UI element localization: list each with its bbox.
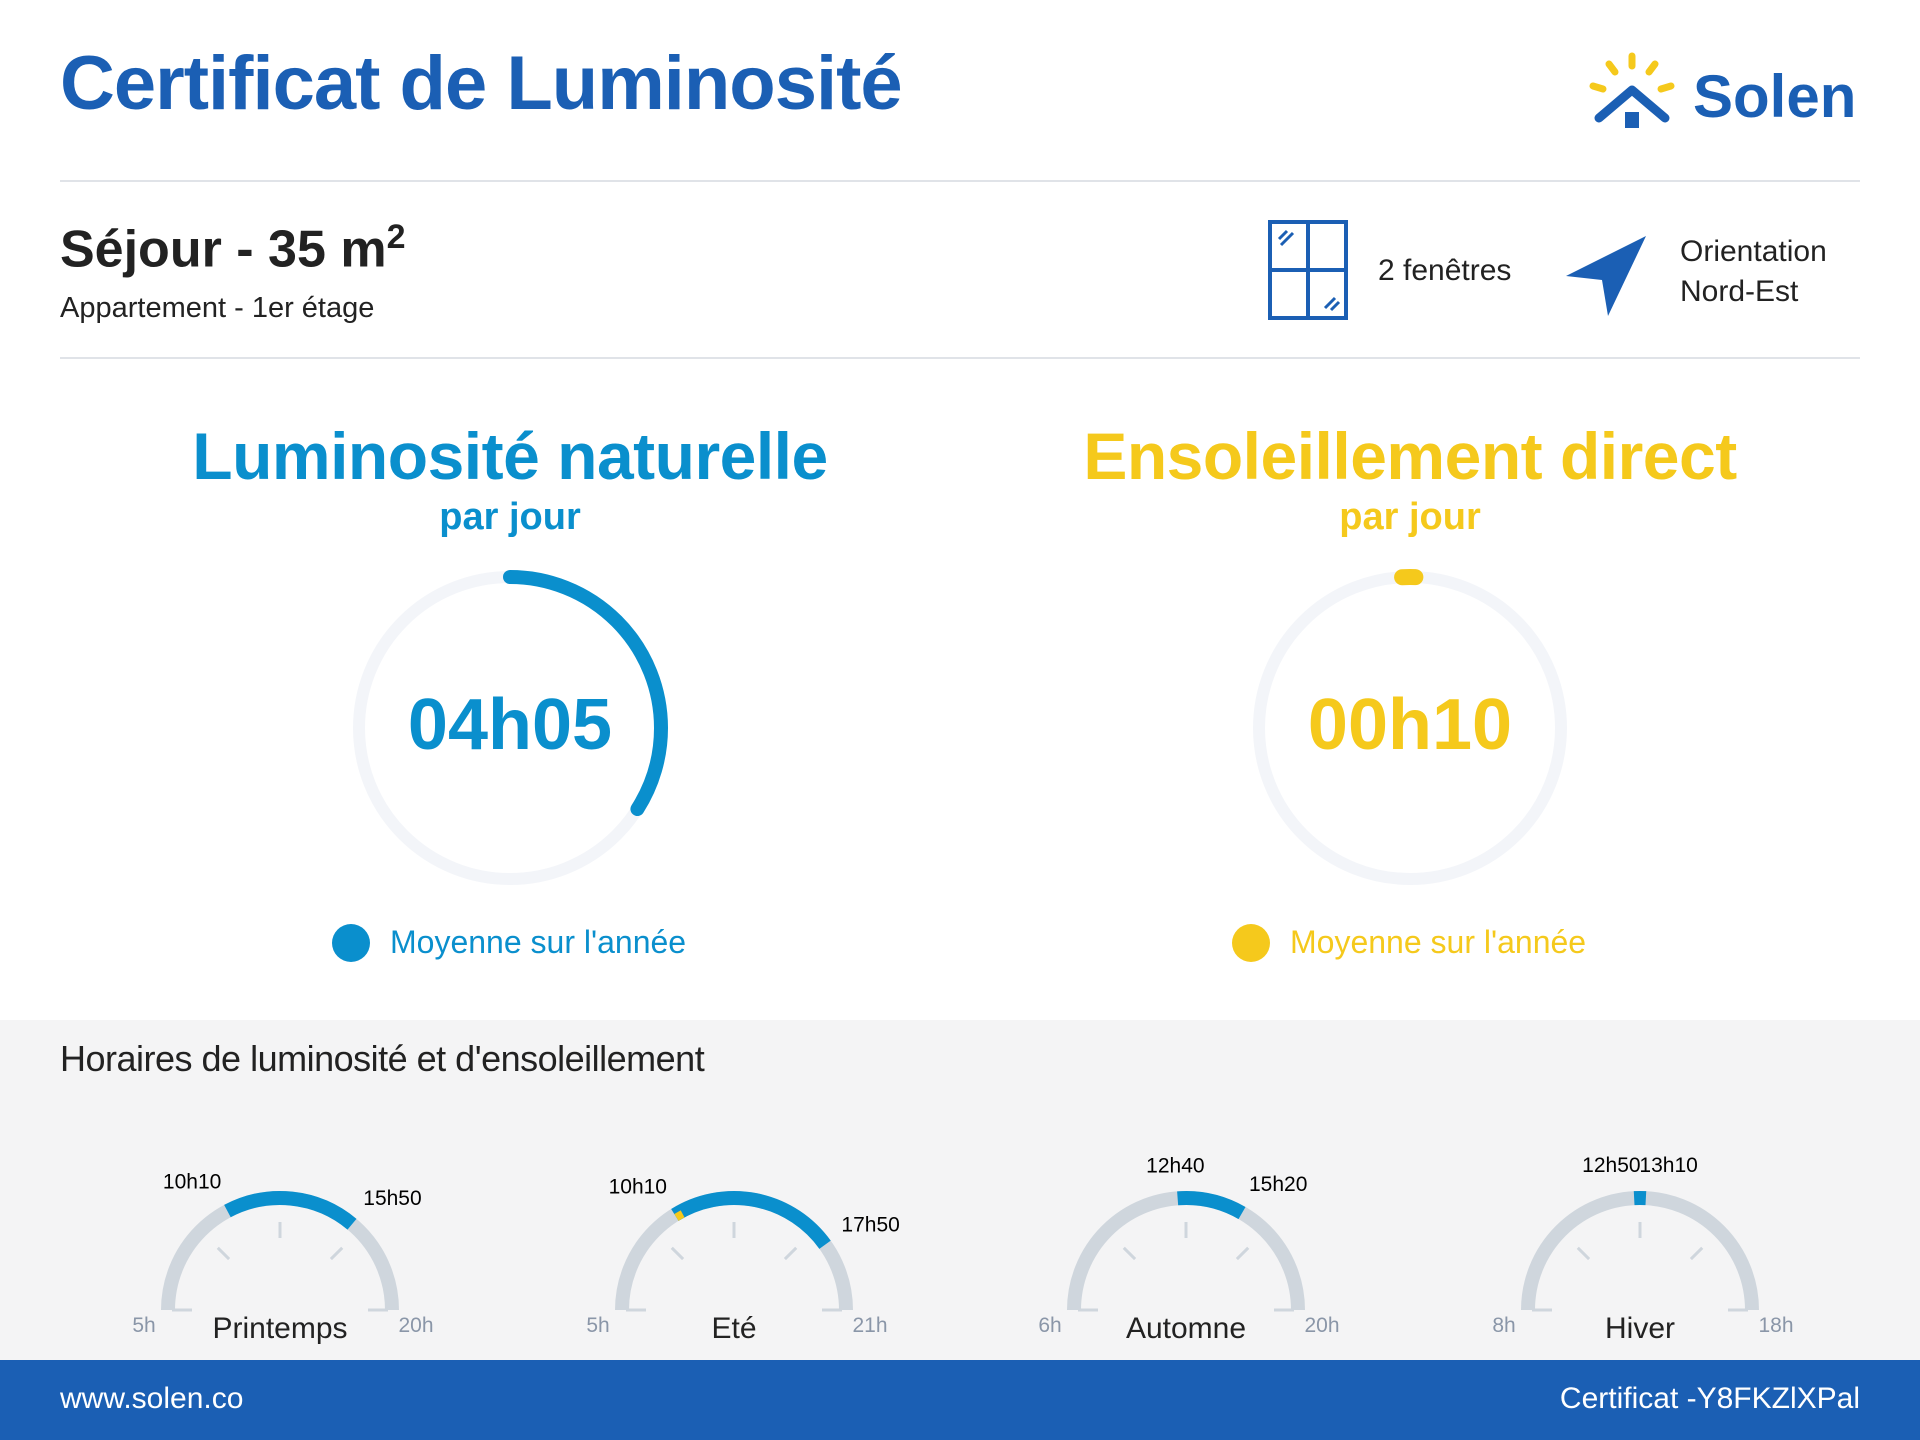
- light-start-label: 10h10: [162, 1170, 222, 1194]
- season-gauge-hiver: [1470, 1120, 1810, 1350]
- min-hour-label: 5h: [586, 1314, 610, 1337]
- gauge-tick: [1237, 1248, 1248, 1259]
- gauge-tick: [1691, 1248, 1702, 1259]
- divider: [60, 180, 1860, 182]
- direct-sun-legend: Moyenne sur l'année: [1290, 924, 1587, 960]
- direct-sun-subtitle: par jour: [1339, 496, 1481, 538]
- min-hour-label: 6h: [1038, 1314, 1062, 1337]
- orientation: [1680, 232, 1827, 312]
- light-start-label: 12h50: [1582, 1154, 1641, 1178]
- gauge-tick: [785, 1248, 796, 1259]
- orientation-value: Nord-Est: [1680, 275, 1799, 308]
- room-title: [60, 218, 405, 279]
- website-link[interactable]: www.solen.co: [60, 1382, 244, 1415]
- season-name: Hiver: [1604, 1312, 1676, 1345]
- room-subtitle: Appartement - 1er étage: [60, 292, 375, 324]
- gauge-tick: [218, 1248, 229, 1259]
- light-arc: [675, 1198, 825, 1245]
- light-arc: [1178, 1198, 1242, 1213]
- gauge-tick: [672, 1248, 683, 1259]
- light-arc: [227, 1198, 352, 1224]
- gauge-tick: [331, 1248, 342, 1259]
- light-end-label: 15h50: [363, 1187, 422, 1211]
- natural-light-title: Luminosité naturelle: [192, 419, 828, 493]
- season-name: Automne: [1125, 1312, 1247, 1345]
- gauge-track: [168, 1198, 392, 1310]
- area-exponent: 2: [386, 218, 406, 256]
- light-start-label: 12h40: [1146, 1154, 1205, 1178]
- max-hour-label: 21h: [852, 1314, 888, 1337]
- max-hour-label: 18h: [1758, 1314, 1794, 1337]
- light-end-label: 13h10: [1639, 1154, 1698, 1178]
- natural-light-subtitle: par jour: [439, 496, 581, 538]
- window-icon: [1267, 219, 1349, 321]
- navigation-arrow-icon: [1562, 232, 1652, 318]
- divider: [60, 357, 1860, 359]
- gauge-track: [1074, 1198, 1298, 1310]
- gauge-tick: [1578, 1248, 1589, 1259]
- legend-dot: [1232, 924, 1270, 962]
- natural-light-legend: Moyenne sur l'année: [390, 924, 687, 960]
- room-name: Séjour - 35 m: [60, 220, 387, 279]
- direct-sun-value: 00h10: [1307, 685, 1513, 765]
- light-end-label: 17h50: [841, 1213, 900, 1237]
- season-gauge-ete: [564, 1120, 904, 1350]
- light-end-label: 15h20: [1248, 1173, 1308, 1197]
- light-start-label: 10h10: [608, 1175, 668, 1199]
- certificate-id: Certificat -Y8FKZlXPal: [1559, 1382, 1860, 1415]
- max-hour-label: 20h: [1304, 1314, 1340, 1337]
- season-name: Eté: [711, 1312, 757, 1345]
- sun-house-icon: [1585, 50, 1685, 140]
- gauge-tick: [1124, 1248, 1135, 1259]
- gauge-track: [1528, 1198, 1752, 1310]
- min-hour-label: 8h: [1492, 1314, 1516, 1337]
- page-title: Certificat de Luminosité: [60, 41, 902, 126]
- season-gauge-automne: [1016, 1120, 1356, 1350]
- natural-light-value: 04h05: [407, 685, 613, 765]
- orientation-label: Orientation: [1680, 235, 1827, 268]
- max-hour-label: 20h: [398, 1314, 434, 1337]
- schedule-title: Horaires de luminosité et d'ensoleillement: [60, 1038, 705, 1079]
- brand-logo: [1585, 50, 1885, 140]
- direct-sun-title: Ensoleillement direct: [1083, 419, 1737, 493]
- window-count: 2 fenêtres: [1378, 254, 1512, 287]
- sun-arc: [676, 1214, 682, 1218]
- gauge-track: [622, 1198, 846, 1310]
- season-name: Printemps: [212, 1312, 348, 1345]
- season-gauge-printemps: [110, 1120, 450, 1350]
- min-hour-label: 5h: [132, 1314, 156, 1337]
- brand-name: Solen: [1693, 63, 1857, 130]
- legend-dot: [332, 924, 370, 962]
